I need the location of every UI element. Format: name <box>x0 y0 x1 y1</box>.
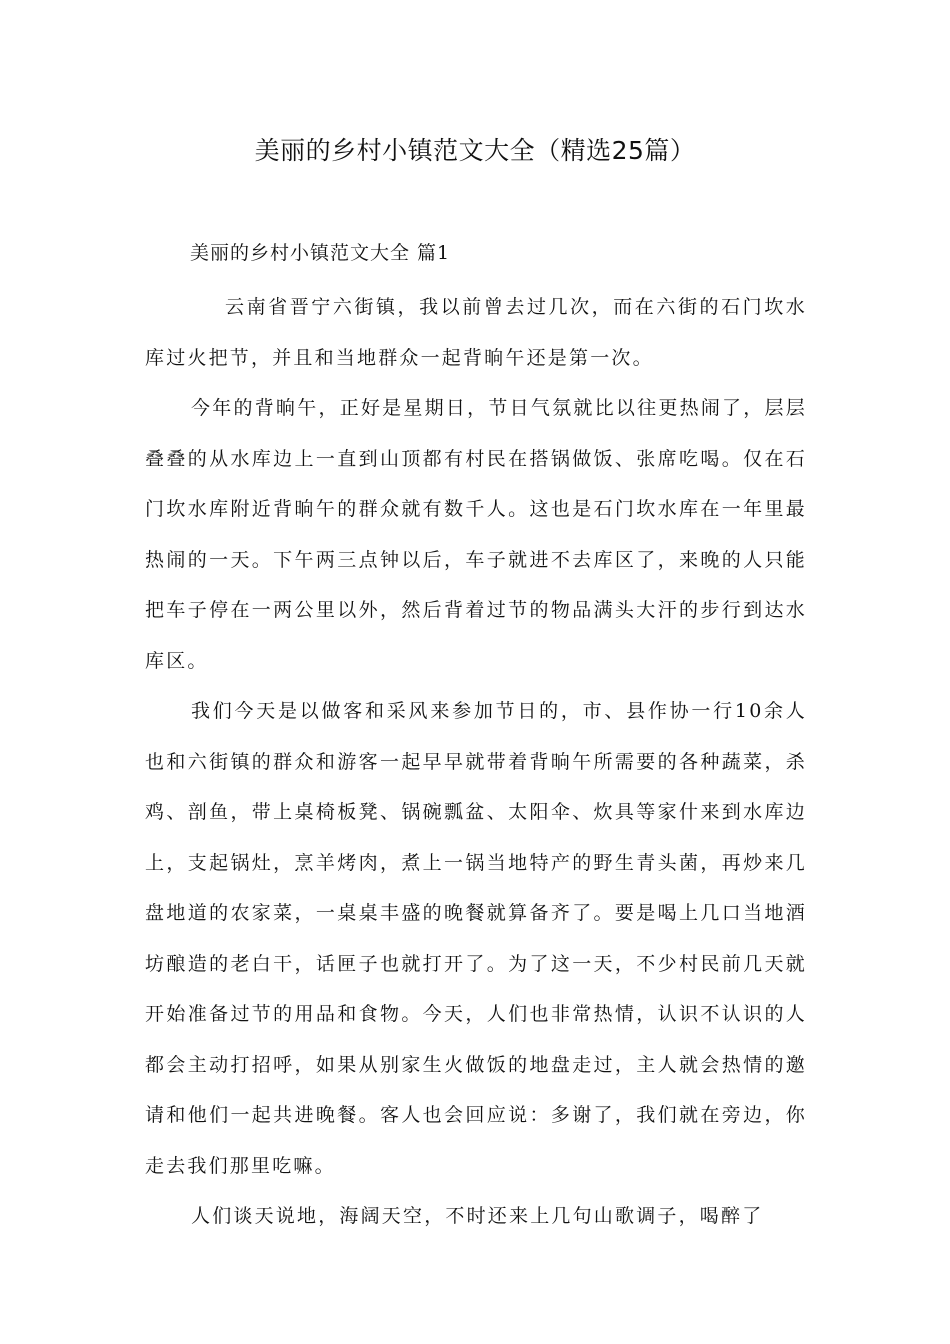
section-heading: 美丽的乡村小镇范文大全 篇1 <box>190 242 451 264</box>
paragraph-4: 人们谈天说地，海阔天空，不时还来上几句山歌调子，喝醉了 <box>191 1205 764 1227</box>
document-title: 美丽的乡村小镇范文大全（精选25篇） <box>254 136 696 165</box>
paragraph-3: 我们今天是以做客和采风来参加节日的，市、县作协一行10余人也和六街镇的群众和游客一起早早就带着背晌午所需要的各种蔬菜，杀鸡、剖鱼，带上桌椅板凳、锅碗瓢盆、太阳伞、炊具等家什来到水库边上，支起锅灶，烹羊烤肉，煮上一锅当地特产的野生青头菌，再炒来几盘地道的农家菜，一桌桌丰盛的晚餐就算备齐了。要是喝上几口当地酒坊酿造的老白干，话匣子也就打开了。为了这一天，不少村民前几天就开始准备过节的用品和食物。今天，人们也非常热情，认识不认识的人都会主动打招呼，如果从别家生火做饭的地盘走过，主人就会热情的邀请和他们一起共进晚餐。客人也会回应说：多谢了，我们就在旁边，你走去我们那里吃嘛。 <box>145 700 807 1177</box>
paragraph-2: 今年的背晌午，正好是星期日，节日气氛就比以往更热闹了，层层叠叠的从水库边上一直到山顶都有村民在搭锅做饭、张席吃喝。仅在石门坎水库附近背晌午的群众就有数千人。这也是石门坎水库在一年里最热闹的一天。下午两三点钟以后，车子就进不去库区了，来晚的人只能把车子停在一两公里以外，然后背着过节的物品满头大汗的步行到达水库区。 <box>145 397 807 672</box>
document-body <box>145 282 807 1242</box>
paragraph-1: 云南省晋宁六街镇，我以前曾去过几次，而在六街的石门坎水库过火把节，并且和当地群众一起背晌午还是第一次。 <box>145 296 807 369</box>
